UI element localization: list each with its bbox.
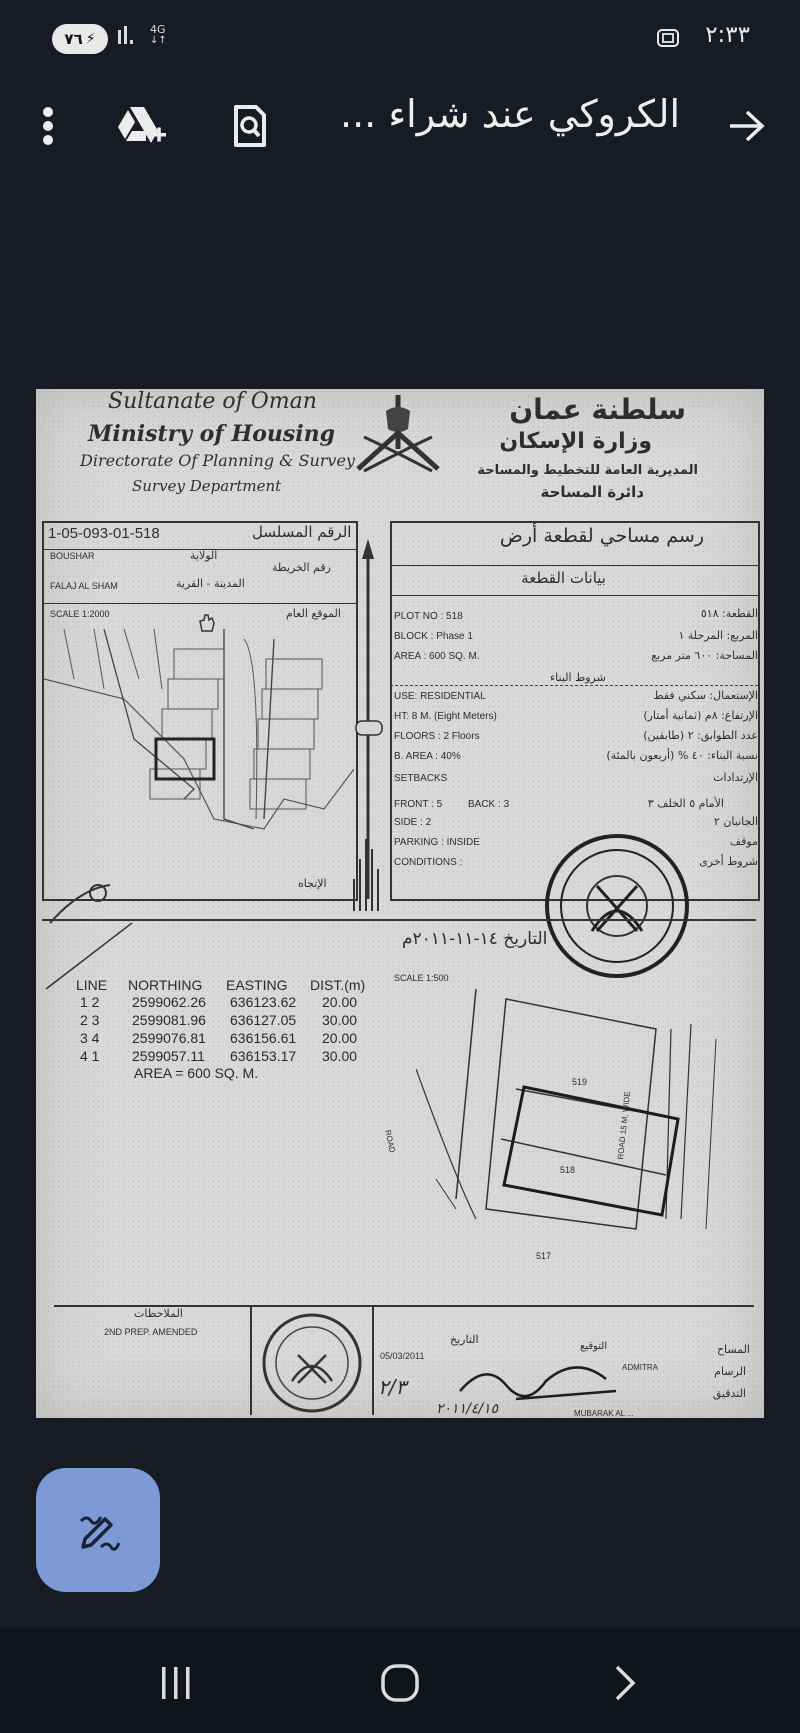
cell: 636127.05 bbox=[230, 1012, 297, 1028]
cell: 2599062.26 bbox=[132, 994, 206, 1010]
add-to-drive-button[interactable] bbox=[112, 96, 172, 156]
header-ar-line-1: سلطنة عمان bbox=[509, 393, 686, 426]
status-bar bbox=[0, 0, 800, 78]
wilayat-label: الولاية bbox=[190, 549, 218, 562]
road-label: ROAD 15 M. WIDE bbox=[616, 1090, 633, 1160]
total-area: AREA = 600 SQ. M. bbox=[134, 1065, 259, 1081]
bottom-date: 05/03/2011 bbox=[380, 1351, 425, 1361]
header-en-line-3: Directorate Of Planning & Survey bbox=[80, 451, 355, 470]
system-nav-bar bbox=[0, 1628, 800, 1733]
area: AREA : 600 SQ. M. bbox=[394, 651, 480, 662]
plot-scale: SCALE 1:500 bbox=[394, 973, 449, 983]
front-setback: FRONT : 5 bbox=[394, 799, 443, 810]
nav-back-button[interactable] bbox=[594, 1658, 654, 1708]
recent-apps-button[interactable] bbox=[146, 1658, 206, 1708]
floors: FLOORS : 2 Floors bbox=[394, 731, 480, 742]
village-value: FALAJ AL SHAM bbox=[50, 581, 118, 591]
height: HT: 8 M. (Eight Meters) bbox=[394, 711, 497, 722]
screenshot-icon bbox=[656, 27, 680, 49]
coordinates-header-row bbox=[76, 977, 402, 993]
plot-no: PLOT NO : 518 bbox=[394, 611, 463, 622]
header-ar-line-2: وزارة الإسكان bbox=[499, 429, 652, 454]
cell: 20.00 bbox=[322, 994, 358, 1010]
divider bbox=[250, 1305, 252, 1415]
back-setback: BACK : 3 bbox=[468, 799, 510, 810]
divider bbox=[390, 595, 758, 596]
cell: 636123.62 bbox=[230, 994, 297, 1010]
back-icon bbox=[609, 1663, 639, 1703]
plot-label-517: 517 bbox=[536, 1251, 552, 1261]
document-image[interactable] bbox=[36, 389, 764, 1418]
plot-no-ar: القطعة: ٥١٨ bbox=[700, 607, 758, 620]
floors-ar: عدد الطوابق: ٢ (طابقين) bbox=[643, 729, 758, 742]
drive-add-icon bbox=[116, 103, 168, 149]
lens-search-button[interactable] bbox=[222, 96, 278, 156]
more-options-button[interactable] bbox=[28, 96, 68, 156]
col-line: LINE bbox=[76, 977, 108, 993]
document-title: الكروكي عند شراء ... bbox=[340, 92, 680, 136]
plot-label-519: 519 bbox=[572, 1077, 588, 1087]
date-ar: التاريخ ١٤-١١-٢٠١١م bbox=[402, 929, 548, 949]
cell: 2 3 bbox=[80, 1012, 100, 1028]
cell: 636153.17 bbox=[230, 1048, 297, 1064]
approved-label: ADMITRA bbox=[622, 1363, 658, 1372]
back-arrow-icon bbox=[727, 109, 765, 143]
header-ar-line-3: المديرية العامة للتخطيط والمساحة bbox=[477, 463, 698, 478]
stamp bbox=[254, 1311, 372, 1415]
home-icon bbox=[379, 1662, 421, 1704]
col-northing: NORTHING bbox=[128, 977, 203, 993]
coordinates-row bbox=[76, 1011, 402, 1029]
handwritten-number: ٢/٣ bbox=[378, 1375, 407, 1399]
viewer-toolbar bbox=[0, 78, 800, 166]
block: BLOCK : Phase 1 bbox=[394, 631, 473, 642]
scale-general: SCALE 1:2000 bbox=[50, 609, 110, 619]
network-type: 4G ↓↑ bbox=[150, 23, 167, 46]
building-area: B. AREA : 40% bbox=[394, 751, 461, 762]
parking-ar: موقف bbox=[729, 835, 758, 848]
header-en-line-4: Survey Department bbox=[132, 477, 282, 495]
handwritten-date: ٢٠١١/٤/١٥ bbox=[436, 1401, 499, 1417]
cell: 2599076.81 bbox=[132, 1030, 206, 1046]
coordinates-row bbox=[76, 1047, 402, 1065]
cell: 20.00 bbox=[322, 1030, 358, 1046]
charging-icon: ⚡ bbox=[85, 31, 96, 47]
setbacks-ar: الإرتدادات bbox=[713, 771, 758, 784]
header-en-line-2: Ministry of Housing bbox=[88, 421, 336, 447]
col-easting: EASTING bbox=[226, 977, 288, 993]
header-en-line-1: Sultanate of Oman bbox=[108, 389, 317, 414]
battery-indicator bbox=[52, 24, 108, 54]
north-label: الإتجاه bbox=[298, 877, 327, 890]
coordinates-table bbox=[76, 977, 402, 1081]
col-dist: DIST.(m) bbox=[310, 977, 366, 993]
building-area-ar: نسبة البناء: ٤٠ % (أربعون بالمئة) bbox=[606, 749, 758, 762]
plot-label-518: 518 bbox=[560, 1165, 576, 1175]
block-ar: المربع: المرحلة ١ bbox=[678, 629, 758, 642]
back-button[interactable] bbox=[718, 96, 774, 156]
side-setback: SIDE : 2 bbox=[394, 817, 432, 828]
serial-number-label: الرقم المسلسل bbox=[252, 523, 352, 541]
edit-button[interactable] bbox=[36, 1468, 160, 1592]
coordinates-row bbox=[76, 1029, 402, 1047]
side-ar: الجانبان ٢ bbox=[713, 815, 758, 828]
cell: 30.00 bbox=[322, 1012, 358, 1028]
document-title-ar: رسم مساحي لقطعة أرض bbox=[499, 525, 704, 547]
notes-value: 2ND PREP. AMENDED bbox=[104, 1327, 198, 1337]
use-ar: الإستعمال: سكني فقط bbox=[653, 689, 758, 702]
map-no-label: رقم الخريطة bbox=[272, 561, 331, 574]
cell: 4 1 bbox=[80, 1048, 100, 1064]
oman-emblem bbox=[350, 389, 446, 481]
lens-search-icon bbox=[230, 103, 270, 149]
recent-apps-icon bbox=[156, 1665, 196, 1701]
cell: 30.00 bbox=[322, 1048, 358, 1064]
height-ar: الإرتفاع: ٨م (ثمانية أمتار) bbox=[643, 709, 758, 722]
building-conditions-label: شروط البناء bbox=[550, 671, 606, 684]
signature-label: التوقيع bbox=[580, 1341, 608, 1352]
more-vert-icon bbox=[41, 106, 55, 146]
conditions-ar: شروط أخرى bbox=[699, 855, 758, 868]
checker-label: التدقيق bbox=[712, 1387, 746, 1400]
setbacks: SETBACKS bbox=[394, 773, 448, 784]
front-back-ar: الأمام ٥ الخلف ٣ bbox=[647, 797, 724, 810]
home-button[interactable] bbox=[370, 1658, 430, 1708]
drafter-label: الرسام bbox=[714, 1365, 746, 1378]
vertical-arrow-icon bbox=[348, 539, 388, 919]
signature-name: MUBARAK AL ... bbox=[574, 1409, 634, 1418]
date-label: التاريخ bbox=[450, 1333, 479, 1346]
plot-data-label: بيانات القطعة bbox=[521, 569, 606, 587]
header-ar-line-4: دائرة المساحة bbox=[540, 483, 644, 501]
use: USE: RESIDENTIAL bbox=[394, 691, 486, 702]
divider bbox=[372, 1305, 374, 1415]
conditions: CONDITIONS : bbox=[394, 857, 463, 868]
hand-icon bbox=[196, 611, 218, 633]
divider bbox=[390, 685, 758, 686]
general-location-label: الموقع العام bbox=[286, 607, 341, 620]
area-ar: المساحة: ٦٠٠ متر مربع bbox=[651, 649, 758, 662]
wilayat-value: BOUSHAR bbox=[50, 551, 95, 561]
serial-number: 1-05-093-01-518 bbox=[48, 525, 160, 542]
cell: 636156.61 bbox=[230, 1030, 297, 1046]
surveyor-label: المساح bbox=[716, 1343, 750, 1356]
divider bbox=[390, 565, 758, 566]
parking: PARKING : INSIDE bbox=[394, 837, 480, 848]
battery-level: ٧٦ bbox=[64, 30, 83, 48]
coordinates-row bbox=[76, 993, 402, 1011]
village-label: المدينة - القرية bbox=[176, 577, 245, 590]
plot-drawing bbox=[416, 979, 756, 1239]
clock: ٢:٣٣ bbox=[705, 22, 750, 48]
cell: 2599081.96 bbox=[132, 1012, 206, 1028]
notes-box bbox=[54, 1305, 754, 1417]
cell: 3 4 bbox=[80, 1030, 100, 1046]
road-label-left: ROAD bbox=[383, 1129, 397, 1154]
signal-icon bbox=[118, 24, 138, 44]
location-map-sketch bbox=[44, 619, 354, 879]
handwritten-signature bbox=[456, 1351, 626, 1411]
cell: 2599057.11 bbox=[132, 1048, 205, 1064]
divider bbox=[42, 603, 356, 604]
edit-icon bbox=[75, 1507, 121, 1553]
notes-label: الملاحظات bbox=[134, 1307, 183, 1320]
cell: 1 2 bbox=[80, 994, 100, 1010]
